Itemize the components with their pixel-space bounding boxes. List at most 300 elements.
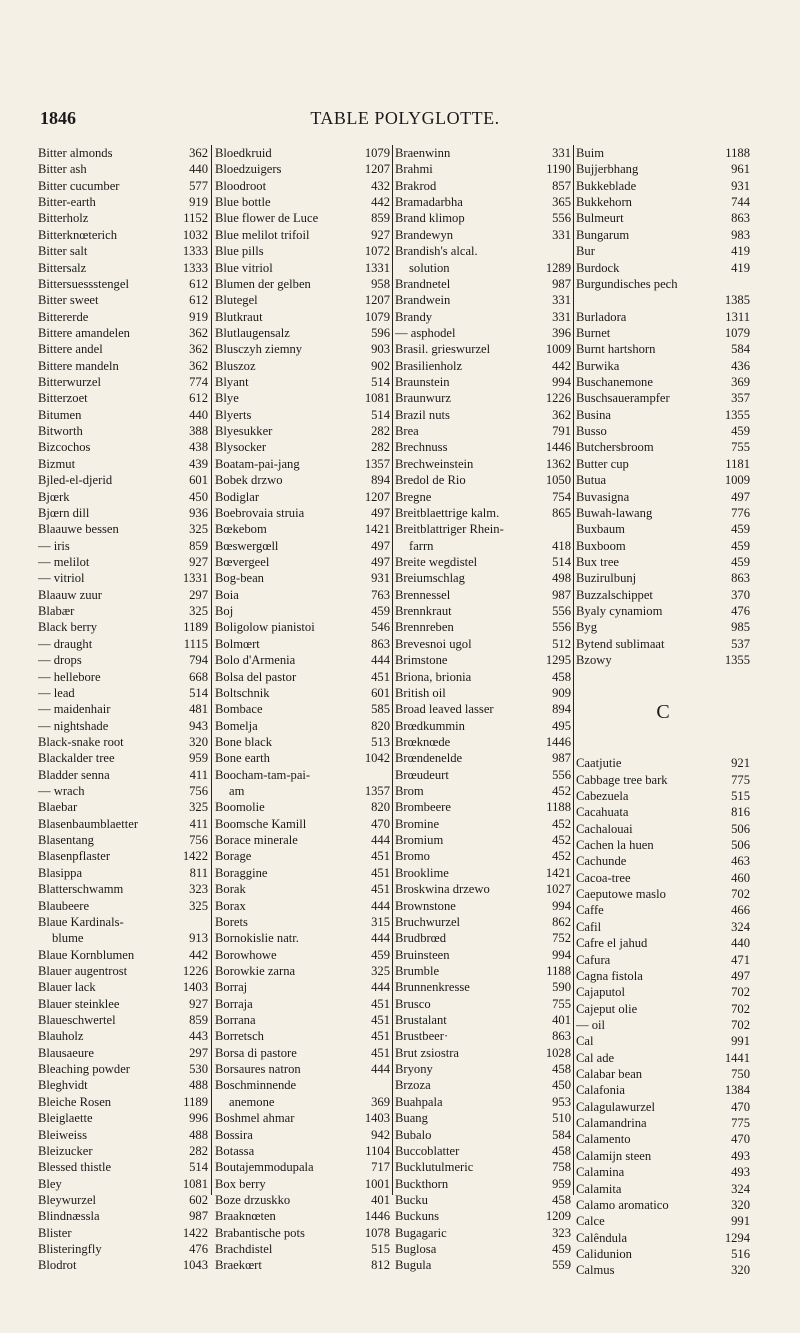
index-term: Brandnetel (395, 276, 451, 291)
index-entry (576, 521, 750, 537)
page-reference: 556 (552, 620, 571, 635)
index-entry (215, 636, 390, 652)
index-term: Braekœrt (215, 1258, 262, 1273)
index-entry (576, 358, 750, 374)
page-reference: 476 (189, 1242, 208, 1257)
index-term: Boraggine (215, 865, 268, 880)
index-entry (395, 472, 571, 488)
page-reference: 323 (552, 1225, 571, 1240)
page-reference: 362 (189, 325, 208, 340)
page-reference: 512 (552, 636, 571, 651)
page-reference: 320 (731, 1197, 750, 1212)
index-entry (576, 821, 750, 837)
index-entry (38, 1241, 208, 1257)
page-reference: 325 (371, 963, 390, 978)
index-entry (215, 799, 390, 815)
page-reference: 514 (371, 407, 390, 422)
index-term: Blisteringfly (38, 1242, 102, 1257)
page-reference: 794 (189, 653, 208, 668)
page-reference: 1421 (545, 865, 571, 880)
index-term: Calafonia (576, 1083, 625, 1098)
index-entry (215, 276, 390, 292)
index-term: Bitter cucumber (38, 178, 120, 193)
index-entry (395, 914, 571, 930)
page-reference: 859 (189, 1013, 208, 1028)
index-entry (395, 799, 571, 815)
index-term: Blasentang (38, 833, 94, 848)
index-term: Burdock (576, 260, 620, 275)
page-reference: 470 (371, 816, 390, 831)
page-reference: 983 (731, 227, 750, 242)
index-term: Brownstone (395, 898, 456, 913)
page-reference: 1001 (364, 1176, 390, 1191)
index-entry (38, 1012, 208, 1028)
index-entry (576, 739, 750, 755)
page-reference: 459 (731, 554, 750, 569)
page-reference: 513 (371, 734, 390, 749)
page-reference: 1188 (725, 146, 750, 160)
index-term: Burgundisches pech (576, 276, 678, 291)
page-reference: 452 (552, 784, 571, 799)
index-term: Brabantische pots (215, 1225, 305, 1240)
index-entry (395, 1110, 571, 1126)
index-term: Brumble (395, 963, 440, 978)
index-entry (395, 1127, 571, 1143)
index-entry (395, 521, 571, 537)
index-term: Bladder senna (38, 767, 110, 782)
index-entry (215, 194, 390, 210)
index-term: Bone earth (215, 751, 270, 766)
index-term: Bleywurzel (38, 1193, 97, 1207)
index-term: Boatam-pai-jang (215, 456, 300, 471)
page-reference: 1190 (546, 162, 571, 177)
index-term: Buzzalschippet (576, 587, 653, 602)
page-reference: 1446 (545, 734, 571, 749)
index-term: Bombace (215, 702, 263, 717)
index-term: Bitterknœterich (38, 227, 118, 242)
page-reference: 991 (731, 1214, 750, 1229)
index-term: Cachen la huen (576, 838, 654, 853)
page-reference: 324 (731, 1181, 750, 1196)
index-entry (576, 178, 750, 194)
index-term: Bromine (395, 816, 440, 831)
index-term: Bœkebom (215, 522, 267, 537)
index-term: Bornokislie natr. (215, 931, 299, 946)
page-reference: 444 (371, 931, 390, 946)
page-reference: 282 (189, 1143, 208, 1158)
page-reference: 750 (731, 1067, 750, 1082)
index-entry (215, 914, 390, 930)
page-reference: 1050 (545, 473, 571, 488)
index-term: Boltschnik (215, 685, 270, 700)
index-term: Blaauw zuur (38, 587, 102, 602)
page-reference: 452 (552, 833, 571, 848)
index-entry (395, 243, 571, 259)
index-entry (395, 145, 571, 161)
index-entry (576, 652, 750, 668)
index-entry (576, 292, 750, 308)
index-entry (576, 276, 750, 292)
index-term: — wrach (38, 784, 85, 799)
index-entry (215, 1241, 390, 1257)
index-entry (215, 767, 390, 783)
index-entry (38, 292, 208, 308)
page-reference: 452 (552, 849, 571, 864)
page-reference: 556 (552, 767, 571, 782)
index-entry (576, 439, 750, 455)
index-entry (395, 1077, 571, 1093)
index-term: Bucklutulmeric (395, 1160, 474, 1175)
page-reference: 1446 (545, 440, 571, 455)
index-entry (38, 210, 208, 226)
index-entry (215, 669, 390, 685)
index-entry (395, 292, 571, 308)
index-column-2 (215, 145, 390, 1273)
index-entry (38, 701, 208, 717)
index-entry (215, 1159, 390, 1175)
index-entry (395, 669, 571, 685)
page-reference: 812 (371, 1258, 390, 1273)
index-term: — maidenhair (38, 702, 111, 717)
page-reference: 331 (552, 293, 571, 308)
index-entry (38, 881, 208, 897)
index-term: Borowkie zarna (215, 963, 296, 978)
page-reference: 458 (552, 1143, 571, 1158)
index-entry (395, 652, 571, 668)
index-term: Bujjerbhang (576, 162, 639, 177)
index-column-4 (576, 145, 750, 1278)
index-entry (215, 178, 390, 194)
index-entry (576, 952, 750, 968)
page-reference: 1333 (182, 244, 208, 259)
page-reference: 369 (371, 1094, 390, 1109)
index-term: Bitumen (38, 407, 82, 422)
page-reference: 744 (731, 195, 750, 210)
page-reference: 432 (371, 178, 390, 193)
page-reference: 320 (731, 1263, 750, 1278)
page-reference: 452 (552, 816, 571, 831)
page-reference: 1189 (183, 620, 208, 635)
index-term: Bukkeblade (576, 178, 637, 193)
index-term: Bittererde (38, 309, 89, 324)
page-reference: 401 (371, 1193, 390, 1207)
index-term: Blaebar (38, 800, 78, 815)
index-term: Brœdkummin (395, 718, 465, 733)
index-term: Buzirulbunj (576, 571, 637, 586)
index-term: Broad leaved lasser (395, 702, 494, 717)
index-entry (576, 341, 750, 357)
index-term: Black-snake root (38, 734, 124, 749)
page-reference: 865 (552, 505, 571, 520)
index-entry (576, 804, 750, 820)
index-entry (395, 898, 571, 914)
index-term: Blaue Kornblumen (38, 947, 135, 962)
index-entry (38, 848, 208, 864)
index-entry (395, 1045, 571, 1061)
index-term: Blutegel (215, 293, 258, 308)
page-reference: 755 (731, 440, 750, 455)
page-reference: 357 (731, 391, 750, 406)
index-term: Blauholz (38, 1029, 84, 1044)
index-entry (576, 260, 750, 276)
page-reference: 440 (189, 162, 208, 177)
index-entry (395, 390, 571, 406)
index-term: Calamo aromatico (576, 1197, 669, 1212)
index-term: Bruchwurzel (395, 914, 461, 929)
index-term: Brœndenelde (395, 751, 463, 766)
page-number: 1846 (40, 108, 76, 128)
index-entry (576, 407, 750, 423)
index-term: Blabær (38, 604, 75, 619)
index-entry (38, 407, 208, 423)
index-term: Cal (576, 1034, 594, 1049)
index-entry (395, 767, 571, 783)
index-term: Calamandrina (576, 1116, 647, 1131)
index-entry (395, 423, 571, 439)
index-term: Buvasigna (576, 489, 630, 504)
index-entry (38, 1176, 208, 1192)
index-entry (395, 439, 571, 455)
page-reference: 1081 (182, 1176, 208, 1191)
index-term: Bittere mandeln (38, 358, 119, 373)
index-term: Bœvergeel (215, 554, 270, 569)
index-entry (395, 685, 571, 701)
column-divider (573, 145, 574, 1195)
page-reference: 1189 (183, 1094, 208, 1109)
page-reference: 927 (371, 227, 390, 242)
index-entry (395, 816, 571, 832)
index-entry (576, 853, 750, 869)
index-term: Bur (576, 244, 595, 259)
index-entry (576, 935, 750, 951)
index-term: Brechnuss (395, 440, 448, 455)
index-entry (38, 227, 208, 243)
index-entry (576, 1033, 750, 1049)
page-reference: 774 (189, 375, 208, 390)
index-entry (576, 1082, 750, 1098)
index-term: Cafil (576, 919, 602, 934)
index-entry (38, 636, 208, 652)
page-reference: 927 (189, 996, 208, 1011)
index-term: Blyant (215, 375, 249, 390)
index-term: Blatterschwamm (38, 882, 124, 897)
index-entry (38, 194, 208, 210)
page-reference: 388 (189, 424, 208, 439)
index-entry (576, 538, 750, 554)
page-reference: 1079 (364, 309, 390, 324)
index-term: Calabar bean (576, 1067, 643, 1082)
page-reference: 1403 (364, 1111, 390, 1126)
page-reference: 460 (731, 870, 750, 885)
index-entry (395, 1208, 571, 1224)
page-reference: 1209 (545, 1209, 571, 1224)
index-term: Bleghvidt (38, 1078, 88, 1093)
index-term: Bulmeurt (576, 211, 624, 226)
index-term: Blaubeere (38, 898, 90, 913)
index-term: Cagna fistola (576, 968, 643, 983)
index-entry (576, 886, 750, 902)
section-letter: C (656, 700, 670, 723)
index-term: Bytend sublimaat (576, 636, 665, 651)
index-term: Caatjutie (576, 756, 622, 771)
page-reference: 451 (371, 1029, 390, 1044)
index-term: Black berry (38, 620, 98, 635)
index-entry (576, 145, 750, 161)
index-term: Cachunde (576, 854, 627, 869)
index-term: Bœswergœll (215, 538, 279, 553)
index-term: Breitblaettrige kalm. (395, 505, 500, 520)
page-reference: 362 (189, 146, 208, 160)
page-reference: 953 (552, 1094, 571, 1109)
index-term: Boia (215, 587, 239, 602)
index-entry (215, 1143, 390, 1159)
index-term: Cafura (576, 952, 611, 967)
index-term: Broskwina drzewo (395, 882, 490, 897)
index-entry (395, 570, 571, 586)
index-term: Bodiglar (215, 489, 260, 504)
index-entry (395, 1241, 571, 1257)
index-term: Bluszoz (215, 358, 256, 373)
page-reference: 297 (189, 587, 208, 602)
index-entry (576, 374, 750, 390)
index-entry (38, 652, 208, 668)
page-reference: 1042 (364, 751, 390, 766)
index-term: Cachalouai (576, 821, 633, 836)
index-term: Bryony (395, 1062, 433, 1077)
index-term: Byaly cynamiom (576, 604, 663, 619)
index-term: Blyesukker (215, 424, 273, 439)
page-reference: 756 (189, 784, 208, 799)
index-entry (38, 669, 208, 685)
index-entry (215, 243, 390, 259)
page-reference: 1362 (545, 456, 571, 471)
index-entry (215, 1176, 390, 1192)
index-term: Bloodroot (215, 178, 267, 193)
page-reference: 862 (552, 914, 571, 929)
page-reference: 601 (371, 685, 390, 700)
page-reference: 439 (189, 456, 208, 471)
index-entry (215, 145, 390, 161)
page-reference: 451 (371, 1045, 390, 1060)
index-entry (576, 902, 750, 918)
page-reference: 419 (731, 260, 750, 275)
page-reference: 459 (371, 604, 390, 619)
index-entry (38, 685, 208, 701)
index-entry (576, 1115, 750, 1131)
page-reference: 959 (552, 1176, 571, 1191)
index-entry (38, 1257, 208, 1273)
index-entry (215, 325, 390, 341)
index-term: Calmus (576, 1263, 615, 1278)
page-reference: 515 (371, 1242, 390, 1257)
page-reference: 902 (371, 358, 390, 373)
page-reference: 1152 (183, 211, 208, 226)
index-column-1 (38, 145, 208, 1273)
index-entry (576, 390, 750, 406)
page-reference: 820 (371, 718, 390, 733)
index-term: Burwika (576, 358, 620, 373)
index-term: Bucku (395, 1193, 428, 1207)
index-entry (395, 865, 571, 881)
index-entry (215, 341, 390, 357)
index-term: Cabbage tree bark (576, 772, 668, 787)
index-term: Blue bottle (215, 195, 271, 210)
page-reference: 514 (371, 375, 390, 390)
index-term: Box berry (215, 1176, 266, 1191)
index-term: Bjœrk (38, 489, 70, 504)
page-reference: 1311 (725, 309, 750, 324)
index-entry (215, 1061, 390, 1077)
index-entry (395, 325, 571, 341)
page-reference: 811 (189, 865, 208, 880)
page-reference: 1181 (725, 456, 750, 471)
index-entry (215, 898, 390, 914)
page-reference: 444 (371, 1062, 390, 1077)
page-reference: 1207 (364, 293, 390, 308)
index-entry (38, 1045, 208, 1061)
page-reference: 463 (731, 854, 750, 869)
index-entry (395, 194, 571, 210)
page-reference: 863 (731, 211, 750, 226)
page-reference: 943 (189, 718, 208, 733)
index-entry (395, 554, 571, 570)
index-term: Boomsche Kamill (215, 816, 307, 831)
index-entry (215, 783, 390, 799)
index-entry (395, 161, 571, 177)
index-term: Bzowy (576, 653, 612, 668)
page-reference: 994 (552, 375, 571, 390)
page-reference: 1079 (724, 325, 750, 340)
index-term: Boligolow pianistoi (215, 620, 315, 635)
index-term: Brimstone (395, 653, 448, 668)
index-term: Bitter almonds (38, 146, 113, 160)
index-term: Brakrod (395, 178, 437, 193)
index-entry (395, 309, 571, 325)
index-entry (576, 505, 750, 521)
index-entry (576, 870, 750, 886)
index-entry (395, 996, 571, 1012)
page-reference: 362 (552, 407, 571, 422)
index-entry (215, 603, 390, 619)
page-reference: 497 (371, 554, 390, 569)
page-reference: 365 (552, 195, 571, 210)
index-entry (38, 178, 208, 194)
index-entry (395, 456, 571, 472)
page-reference: 909 (552, 685, 571, 700)
page-reference: 466 (731, 903, 750, 918)
page-reference: 411 (189, 767, 208, 782)
page-reference: 514 (189, 1160, 208, 1175)
index-entry (395, 1192, 571, 1208)
index-entry (215, 979, 390, 995)
page-reference: 590 (552, 980, 571, 995)
page-reference: 991 (731, 1034, 750, 1049)
page-reference: 1331 (182, 571, 208, 586)
index-entry (38, 276, 208, 292)
index-term: anemone (229, 1094, 275, 1109)
page-reference: 994 (552, 898, 571, 913)
index-term: Bruinsteen (395, 947, 450, 962)
page-reference: 961 (731, 162, 750, 177)
index-term: Buschsauerampfer (576, 391, 670, 406)
page-reference: 942 (371, 1127, 390, 1142)
index-term: Borace minerale (215, 833, 298, 848)
index-term: Bizcochos (38, 440, 91, 455)
page-reference: 459 (731, 538, 750, 553)
index-term: — nightshade (38, 718, 109, 733)
index-entry (215, 1257, 390, 1273)
index-term: Blindnæssla (38, 1209, 100, 1224)
